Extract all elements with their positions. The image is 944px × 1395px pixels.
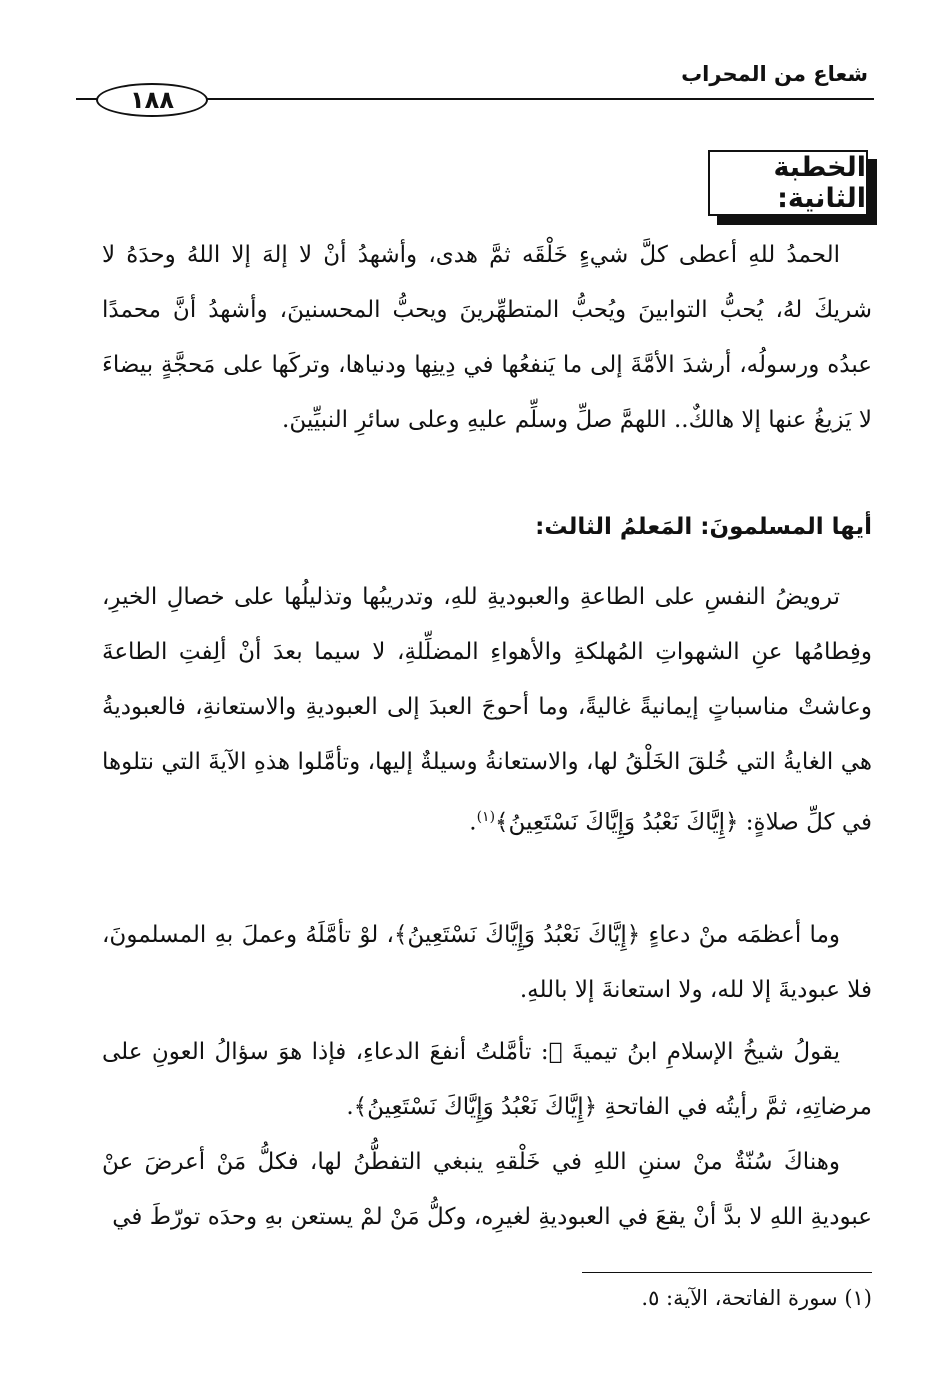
paragraph-training-the-self [102, 570, 872, 851]
paragraph-end: . [469, 809, 477, 836]
paragraph-greatness-of-supplication: وما أعظمَه منْ دعاءٍ ﴿إِيَّاكَ نَعْبُدُ وَإِيَّاكَ نَسْتَعِينُ﴾، لوْ تأمَّلَهُ وعملَ بهِ المسلمونَ، فلا عبوديةَ إلا لله، ولا استعانةَ إلا باللهِ. [102, 922, 872, 1003]
running-title: شعاع من المحراب [681, 62, 868, 86]
paragraph-opening-praise: الحمدُ للهِ أعطى كلَّ شيءٍ خَلْقَه ثمَّ هدى، وأشهدُ أنْ لا إلهَ إلا اللهُ وحدَهُ لا شريكَ لهُ، يُحبُّ التوابينَ ويُحبُّ المتطهِّرينَ ويحبُّ المحسنينَ، وأشهدُ أنَّ محمدًا عبدُه ورسولُه، أرشدَ الأمَّةَ إلى ما يَنفعُها في دِينِها ودنياها، وتركَها على مَحجَّةٍ بيضاءَ لا يَزيغُ عنها إلا هالكٌ.. اللهمَّ صلِّ وسلِّم عليهِ وعلى سائرِ النبيِّينَ. [102, 242, 872, 433]
paragraph-ibn-taymiyyah-quote: يقولُ شيخُ الإسلامِ ابنُ تيميةَ ﷫: تأمَّلتُ أنفعَ الدعاءِ، فإذا هوَ سؤالُ العونِ على مرضاتِهِ، ثمَّ رأيتُه في الفاتحةِ ﴿إِيَّاكَ نَعْبُدُ وَإِيَّاكَ نَسْتَعِينُ﴾. [102, 1039, 872, 1120]
footnote: (١) سورة الفاتحة، الآية: ٥. [641, 1286, 872, 1310]
subheading-third-lesson: أيها المسلمونَ: المَعلمُ الثالث: [535, 514, 872, 540]
footnote-rule [582, 1272, 872, 1273]
footnote-reference: (١) [476, 809, 496, 825]
paragraph-text: ترويضُ النفسِ على الطاعةِ والعبوديةِ للهِ، وتدريبُها وتذليلُها على خصالِ الخيرِ، وفِطامُها عنِ الشهواتِ المُهلكةِ والأهواءِ المضلِّلةِ، لا سيما بعدَ أنْ ألِفتِ الطاعةَ وعاشتْ مناسباتٍ إيمانيةً غاليةً، وما أحوجَ العبدَ إلى العبوديةِ والاستعانةِ، فالعبوديةُ هي الغايةُ التي خُلقَ الخَلْقُ لها، والاستعانةُ وسيلةٌ إليها، وتأمَّلوا هذهِ الآيةَ التي نتلوها في كلِّ صلاةٍ: ﴿إِيَّاكَ نَعْبُدُ وَإِيَّاكَ نَسْتَعِينُ﴾ [102, 584, 872, 836]
page-number: ١٨٨ [96, 83, 208, 117]
paragraph-divine-law: وهناكَ سُنّةٌ منْ سننِ اللهِ في خَلْقهِ ينبغي التفطُّنُ لها، فكلُّ مَنْ أعرضَ عنْ عبوديةِ اللهِ لا بدَّ أنْ يقعَ في العبوديةِ لغيرِه، وكلُّ مَنْ لمْ يستعن بهِ وحدَه تورّطَ في [102, 1149, 872, 1230]
section-title: الخطبة الثانية: [708, 150, 868, 216]
